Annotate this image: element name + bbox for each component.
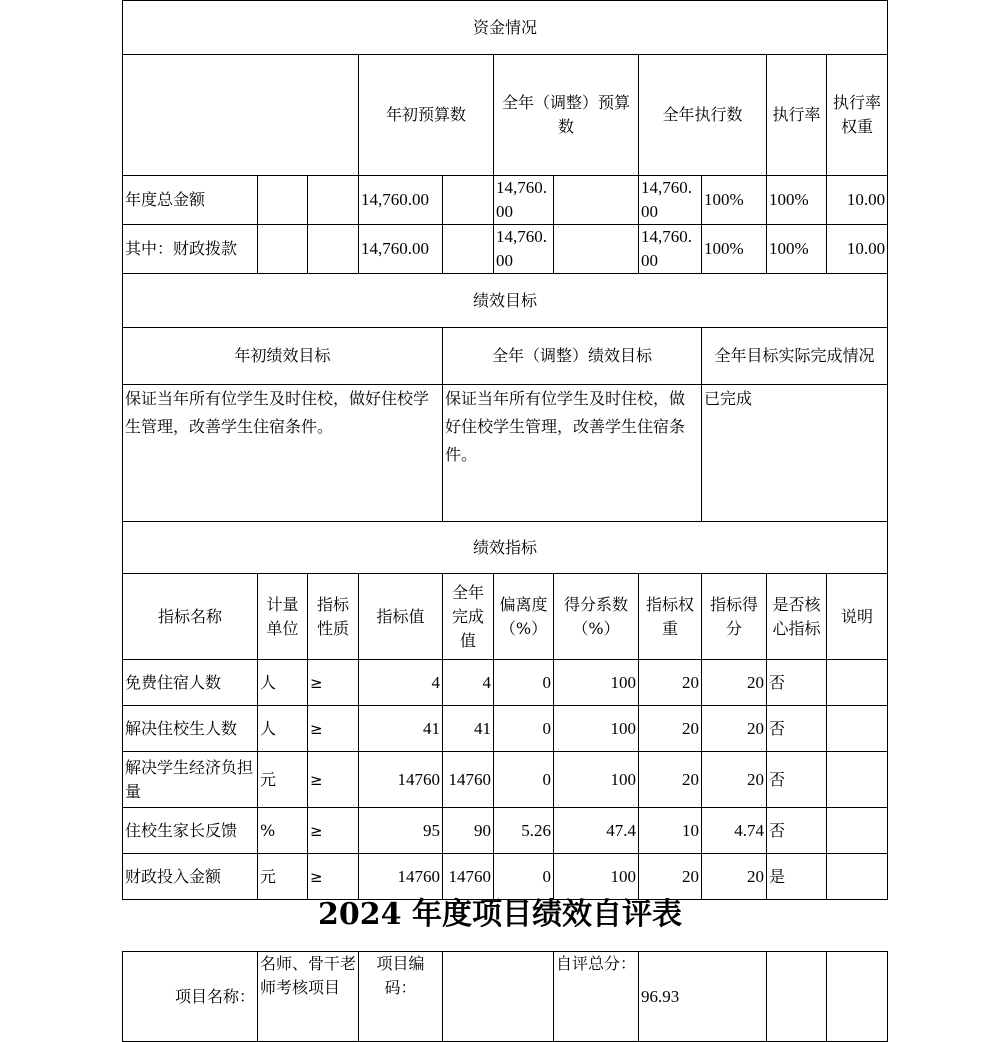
indicator-coefficient: 47.4	[554, 808, 639, 854]
indicator-core: 否	[767, 660, 827, 706]
project-name-value: 名师、骨干老师考核项目	[258, 952, 359, 1042]
indicators-header-row	[123, 574, 888, 660]
indicator-unit: 元	[258, 752, 308, 808]
initial-budget-value: 14,760.00	[359, 225, 443, 274]
project-name-label: 项目名称：	[123, 952, 258, 1042]
header-deviation: 偏离度（%）	[494, 574, 554, 660]
adjusted-budget-value: 14,760.00	[494, 225, 554, 274]
indicator-unit: 人	[258, 660, 308, 706]
adjusted-goal-text: 保证当年所有位学生及时住校，做好住校学生管理，改善学生住宿条件。	[443, 385, 702, 522]
table-row	[123, 752, 888, 808]
indicator-nature: ≥	[308, 752, 359, 808]
page-title: 2024 年度项目绩效自评表	[318, 897, 682, 932]
indicator-unit: 元	[258, 854, 308, 900]
goals-section-row	[123, 274, 888, 328]
header-core: 是否核心指标	[767, 574, 827, 660]
goals-content-row	[123, 385, 888, 522]
indicator-note	[827, 706, 888, 752]
header-initial-budget: 年初预算数	[359, 55, 494, 176]
indicator-value: 14760	[359, 854, 443, 900]
exec-score-value: 10.00	[827, 176, 888, 225]
indicator-score: 20	[702, 660, 767, 706]
indicator-coefficient: 100	[554, 854, 639, 900]
indicator-deviation: 0	[494, 706, 554, 752]
header-adjusted-budget: 全年（调整）预算数	[494, 55, 639, 176]
exec-weight-value: 100%	[767, 176, 827, 225]
project-info-table	[122, 951, 888, 1042]
funds-row-label: 年度总金额	[123, 176, 258, 225]
adjusted-budget-value: 14,760.00	[494, 176, 554, 225]
header-actual-completion: 全年目标实际完成情况	[702, 328, 888, 385]
indicator-score: 20	[702, 752, 767, 808]
header-note: 说明	[827, 574, 888, 660]
exec-weight-value: 100%	[767, 225, 827, 274]
initial-budget-value: 14,760.00	[359, 176, 443, 225]
header-indicator-name: 指标名称	[123, 574, 258, 660]
indicator-note	[827, 808, 888, 854]
indicator-nature: ≥	[308, 854, 359, 900]
indicator-nature: ≥	[308, 660, 359, 706]
funds-row-label: 其中：财政拨款	[123, 225, 258, 274]
self-score-value: 96.93	[639, 952, 767, 1042]
actual-completion-text: 已完成	[702, 385, 888, 522]
indicator-value: 41	[359, 706, 443, 752]
exec-rate-value: 100%	[702, 225, 767, 274]
indicator-note	[827, 660, 888, 706]
header-adjusted-goal: 全年（调整）绩效目标	[443, 328, 702, 385]
funds-section-title: 资金情况	[123, 1, 888, 55]
indicator-core: 否	[767, 706, 827, 752]
indicator-score: 20	[702, 854, 767, 900]
indicator-completed: 41	[443, 706, 494, 752]
indicator-completed: 14760	[443, 752, 494, 808]
header-coefficient: 得分系数（%）	[554, 574, 639, 660]
indicator-name: 解决住校生人数	[123, 706, 258, 752]
indicator-weight: 20	[639, 706, 702, 752]
indicator-coefficient: 100	[554, 752, 639, 808]
executed-value: 14,760.00	[639, 225, 702, 274]
project-info-row	[123, 952, 888, 1042]
table-row	[123, 660, 888, 706]
indicator-name: 解决学生经济负担量	[123, 752, 258, 808]
indicator-nature: ≥	[308, 808, 359, 854]
indicator-deviation: 0	[494, 660, 554, 706]
indicator-deviation: 5.26	[494, 808, 554, 854]
indicator-weight: 10	[639, 808, 702, 854]
header-score: 指标得分	[702, 574, 767, 660]
indicator-core: 否	[767, 808, 827, 854]
funds-header-row	[123, 55, 888, 176]
indicator-unit: 人	[258, 706, 308, 752]
indicator-weight: 20	[639, 854, 702, 900]
indicator-value: 14760	[359, 752, 443, 808]
indicator-weight: 20	[639, 752, 702, 808]
project-code-label: 项目编码：	[359, 952, 443, 1042]
exec-rate-value: 100%	[702, 176, 767, 225]
header-indicator-value: 指标值	[359, 574, 443, 660]
executed-value: 14,760.00	[639, 176, 702, 225]
goals-section-title: 绩效目标	[123, 274, 888, 328]
funds-row-total	[123, 176, 888, 225]
indicator-name: 财政投入金额	[123, 854, 258, 900]
funds-section-row	[123, 1, 888, 55]
header-unit: 计量单位	[258, 574, 308, 660]
indicators-section-title: 绩效指标	[123, 522, 888, 574]
header-nature: 指标性质	[308, 574, 359, 660]
indicators-section-row	[123, 522, 888, 574]
self-score-label: 自评总分：	[554, 952, 639, 1042]
indicator-deviation: 0	[494, 752, 554, 808]
project-code-value	[443, 952, 554, 1042]
indicator-name: 免费住宿人数	[123, 660, 258, 706]
indicator-unit: %	[258, 808, 308, 854]
indicator-completed: 14760	[443, 854, 494, 900]
header-annual-execution: 全年执行数	[639, 55, 767, 176]
table-row	[123, 808, 888, 854]
indicator-completed: 4	[443, 660, 494, 706]
indicator-coefficient: 100	[554, 706, 639, 752]
indicator-core: 否	[767, 752, 827, 808]
indicator-name: 住校生家长反馈	[123, 808, 258, 854]
indicator-value: 4	[359, 660, 443, 706]
initial-goal-text: 保证当年所有位学生及时住校，做好住校学生管理，改善学生住宿条件。	[123, 385, 443, 522]
header-completed: 全年完成值	[443, 574, 494, 660]
indicator-note	[827, 752, 888, 808]
header-initial-goal: 年初绩效目标	[123, 328, 443, 385]
indicator-coefficient: 100	[554, 660, 639, 706]
indicator-core: 是	[767, 854, 827, 900]
performance-table	[122, 0, 888, 900]
table-row	[123, 706, 888, 752]
indicator-weight: 20	[639, 660, 702, 706]
header-weight: 指标权重	[639, 574, 702, 660]
indicator-score: 4.74	[702, 808, 767, 854]
indicator-deviation: 0	[494, 854, 554, 900]
indicator-completed: 90	[443, 808, 494, 854]
exec-score-value: 10.00	[827, 225, 888, 274]
funds-row-fiscal	[123, 225, 888, 274]
header-exec-weight: 执行率权重	[827, 55, 888, 176]
header-exec-rate: 执行率	[767, 55, 827, 176]
indicator-value: 95	[359, 808, 443, 854]
indicator-nature: ≥	[308, 706, 359, 752]
goals-header-row	[123, 328, 888, 385]
indicator-score: 20	[702, 706, 767, 752]
